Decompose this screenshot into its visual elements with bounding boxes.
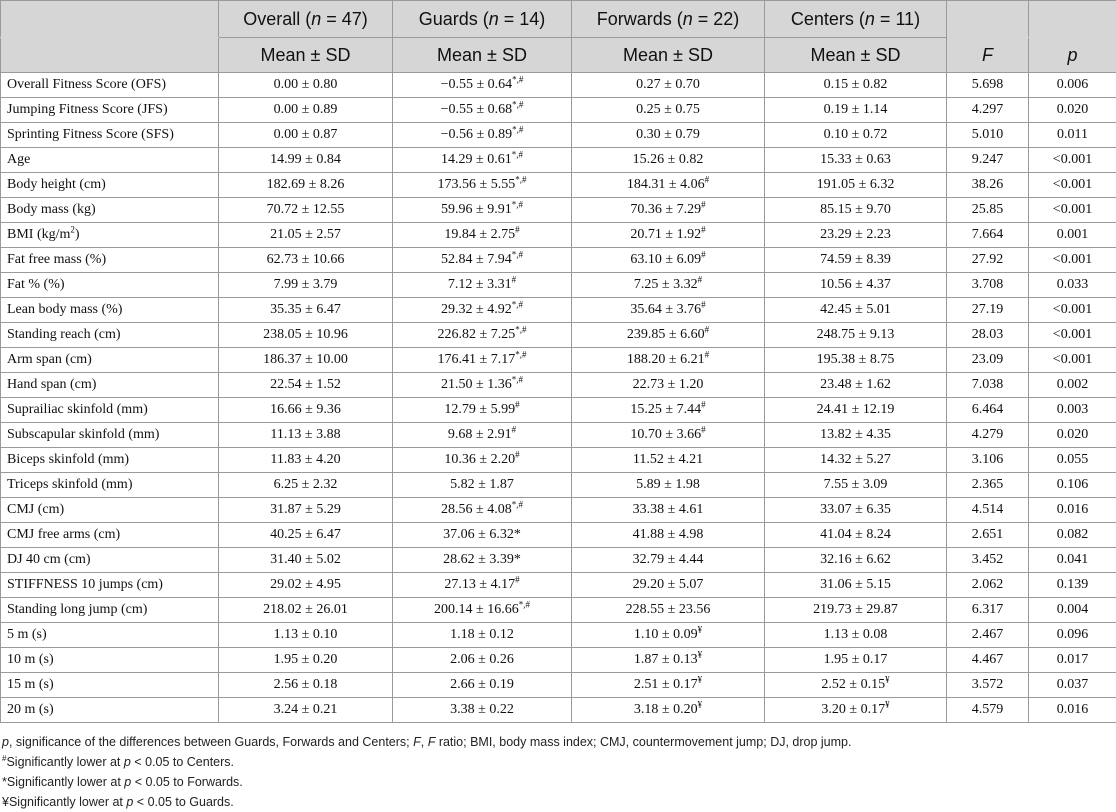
cell-guards: 3.38 ± 0.22 — [393, 698, 572, 723]
table-row — [1, 73, 1116, 98]
cell-f: 5.010 — [947, 123, 1029, 148]
cell-guards: 52.84 ± 7.94*,# — [393, 248, 572, 273]
cell-p: <0.001 — [1029, 148, 1116, 173]
table-row — [1, 548, 1116, 573]
cell-guards: 19.84 ± 2.75# — [393, 223, 572, 248]
cell-forwards: 188.20 ± 6.21# — [572, 348, 765, 373]
row-label: Jumping Fitness Score (JFS) — [1, 98, 219, 123]
footnote-abbreviations: p, significance of the differences between Guards, Forwards and Centers; F, F ratio; BMI, body mass index; CMJ, countermovement jump; DJ, drop jump. — [2, 732, 1112, 752]
cell-centers: 0.19 ± 1.14 — [765, 98, 947, 123]
cell-p: 0.096 — [1029, 623, 1116, 648]
cell-guards: −0.55 ± 0.64*,# — [393, 73, 572, 98]
cell-centers: 42.45 ± 5.01 — [765, 298, 947, 323]
cell-forwards: 29.20 ± 5.07 — [572, 573, 765, 598]
cell-forwards: 239.85 ± 6.60# — [572, 323, 765, 348]
cell-forwards: 184.31 ± 4.06# — [572, 173, 765, 198]
cell-guards: 226.82 ± 7.25*,# — [393, 323, 572, 348]
cell-overall: 1.95 ± 0.20 — [219, 648, 393, 673]
cell-centers: 41.04 ± 8.24 — [765, 523, 947, 548]
cell-p: 0.001 — [1029, 223, 1116, 248]
cell-p: 0.011 — [1029, 123, 1116, 148]
cell-f: 2.365 — [947, 473, 1029, 498]
cell-f: 4.514 — [947, 498, 1029, 523]
row-label: Body mass (kg) — [1, 198, 219, 223]
header-blank-f — [947, 1, 1029, 38]
cell-f: 28.03 — [947, 323, 1029, 348]
cell-p: <0.001 — [1029, 173, 1116, 198]
table-row — [1, 623, 1116, 648]
header-p-value: p — [1029, 38, 1116, 73]
cell-forwards: 1.87 ± 0.13¥ — [572, 648, 765, 673]
row-label: Fat % (%) — [1, 273, 219, 298]
table-row — [1, 223, 1116, 248]
row-label: DJ 40 cm (cm) — [1, 548, 219, 573]
cell-centers: 191.05 ± 6.32 — [765, 173, 947, 198]
cell-guards: −0.55 ± 0.68*,# — [393, 98, 572, 123]
cell-centers: 15.33 ± 0.63 — [765, 148, 947, 173]
cell-p: 0.006 — [1029, 73, 1116, 98]
cell-guards: 2.06 ± 0.26 — [393, 648, 572, 673]
cell-guards: 37.06 ± 6.32* — [393, 523, 572, 548]
table-row — [1, 398, 1116, 423]
cell-forwards: 0.30 ± 0.79 — [572, 123, 765, 148]
cell-guards: 10.36 ± 2.20# — [393, 448, 572, 473]
cell-overall: 40.25 ± 6.47 — [219, 523, 393, 548]
cell-overall: 0.00 ± 0.80 — [219, 73, 393, 98]
row-label: 15 m (s) — [1, 673, 219, 698]
header-blank-p — [1029, 1, 1116, 38]
table-row — [1, 323, 1116, 348]
cell-f: 7.038 — [947, 373, 1029, 398]
cell-centers: 1.95 ± 0.17 — [765, 648, 947, 673]
cell-guards: 173.56 ± 5.55*,# — [393, 173, 572, 198]
cell-overall: 11.83 ± 4.20 — [219, 448, 393, 473]
row-label: Suprailiac skinfold (mm) — [1, 398, 219, 423]
cell-forwards: 35.64 ± 3.76# — [572, 298, 765, 323]
cell-guards: 28.62 ± 3.39* — [393, 548, 572, 573]
cell-overall: 6.25 ± 2.32 — [219, 473, 393, 498]
cell-overall: 1.13 ± 0.10 — [219, 623, 393, 648]
footnote-hash: #Significantly lower at p < 0.05 to Centers. — [2, 752, 1112, 772]
cell-overall: 2.56 ± 0.18 — [219, 673, 393, 698]
cell-f: 4.297 — [947, 98, 1029, 123]
cell-guards: 200.14 ± 16.66*,# — [393, 598, 572, 623]
row-label: Standing long jump (cm) — [1, 598, 219, 623]
cell-overall: 31.40 ± 5.02 — [219, 548, 393, 573]
cell-p: 0.020 — [1029, 423, 1116, 448]
cell-centers: 3.20 ± 0.17¥ — [765, 698, 947, 723]
table-row — [1, 173, 1116, 198]
row-label: CMJ free arms (cm) — [1, 523, 219, 548]
row-label: Overall Fitness Score (OFS) — [1, 73, 219, 98]
cell-guards: 59.96 ± 9.91*,# — [393, 198, 572, 223]
cell-overall: 31.87 ± 5.29 — [219, 498, 393, 523]
cell-overall: 3.24 ± 0.21 — [219, 698, 393, 723]
table-row — [1, 373, 1116, 398]
cell-overall: 62.73 ± 10.66 — [219, 248, 393, 273]
footnote-star: *Significantly lower at p < 0.05 to Forwards. — [2, 772, 1112, 792]
cell-p: 0.017 — [1029, 648, 1116, 673]
cell-overall: 11.13 ± 3.88 — [219, 423, 393, 448]
cell-centers: 32.16 ± 6.62 — [765, 548, 947, 573]
cell-forwards: 70.36 ± 7.29# — [572, 198, 765, 223]
cell-centers: 2.52 ± 0.15¥ — [765, 673, 947, 698]
cell-centers: 10.56 ± 4.37 — [765, 273, 947, 298]
table-row — [1, 673, 1116, 698]
cell-f: 3.572 — [947, 673, 1029, 698]
cell-f: 23.09 — [947, 348, 1029, 373]
cell-overall: 7.99 ± 3.79 — [219, 273, 393, 298]
cell-p: 0.016 — [1029, 498, 1116, 523]
cell-guards: 14.29 ± 0.61*,# — [393, 148, 572, 173]
header-f-ratio: F — [947, 38, 1029, 73]
table-row — [1, 523, 1116, 548]
cell-f: 25.85 — [947, 198, 1029, 223]
row-label: Body height (cm) — [1, 173, 219, 198]
cell-forwards: 3.18 ± 0.20¥ — [572, 698, 765, 723]
cell-overall: 22.54 ± 1.52 — [219, 373, 393, 398]
table-row — [1, 198, 1116, 223]
table-row — [1, 98, 1116, 123]
cell-centers: 0.15 ± 0.82 — [765, 73, 947, 98]
cell-forwards: 41.88 ± 4.98 — [572, 523, 765, 548]
cell-guards: −0.56 ± 0.89*,# — [393, 123, 572, 148]
header-mean-sd: Mean ± SD — [219, 38, 393, 73]
cell-forwards: 32.79 ± 4.44 — [572, 548, 765, 573]
header-group-centers: Centers (n = 11) — [765, 1, 947, 38]
cell-guards: 12.79 ± 5.99# — [393, 398, 572, 423]
cell-centers: 33.07 ± 6.35 — [765, 498, 947, 523]
cell-forwards: 228.55 ± 23.56 — [572, 598, 765, 623]
header-group-forwards: Forwards (n = 22) — [572, 1, 765, 38]
cell-centers: 7.55 ± 3.09 — [765, 473, 947, 498]
cell-p: 0.004 — [1029, 598, 1116, 623]
cell-p: 0.041 — [1029, 548, 1116, 573]
cell-p: 0.037 — [1029, 673, 1116, 698]
cell-f: 4.467 — [947, 648, 1029, 673]
cell-f: 2.467 — [947, 623, 1029, 648]
table-row — [1, 348, 1116, 373]
table-row — [1, 498, 1116, 523]
table-row — [1, 473, 1116, 498]
cell-guards: 27.13 ± 4.17# — [393, 573, 572, 598]
header-blank-cell-2 — [1, 38, 219, 73]
cell-overall: 0.00 ± 0.87 — [219, 123, 393, 148]
table-row — [1, 123, 1116, 148]
row-label: 20 m (s) — [1, 698, 219, 723]
cell-forwards: 33.38 ± 4.61 — [572, 498, 765, 523]
cell-p: <0.001 — [1029, 323, 1116, 348]
table-row — [1, 648, 1116, 673]
row-label: Standing reach (cm) — [1, 323, 219, 348]
cell-overall: 29.02 ± 4.95 — [219, 573, 393, 598]
cell-centers: 23.48 ± 1.62 — [765, 373, 947, 398]
cell-forwards: 0.27 ± 0.70 — [572, 73, 765, 98]
cell-f: 3.452 — [947, 548, 1029, 573]
cell-f: 6.317 — [947, 598, 1029, 623]
cell-overall: 186.37 ± 10.00 — [219, 348, 393, 373]
cell-overall: 16.66 ± 9.36 — [219, 398, 393, 423]
cell-guards: 29.32 ± 4.92*,# — [393, 298, 572, 323]
table-row — [1, 298, 1116, 323]
cell-guards: 5.82 ± 1.87 — [393, 473, 572, 498]
row-label: Hand span (cm) — [1, 373, 219, 398]
header-row-stats — [1, 38, 1116, 73]
table-footnotes — [2, 732, 1112, 812]
row-label: Arm span (cm) — [1, 348, 219, 373]
row-label: Triceps skinfold (mm) — [1, 473, 219, 498]
cell-guards: 21.50 ± 1.36*,# — [393, 373, 572, 398]
table-row — [1, 248, 1116, 273]
header-mean-sd: Mean ± SD — [572, 38, 765, 73]
cell-p: 0.002 — [1029, 373, 1116, 398]
cell-overall: 35.35 ± 6.47 — [219, 298, 393, 323]
cell-f: 9.247 — [947, 148, 1029, 173]
cell-centers: 24.41 ± 12.19 — [765, 398, 947, 423]
table-row — [1, 273, 1116, 298]
cell-p: 0.082 — [1029, 523, 1116, 548]
table-body — [1, 73, 1116, 723]
cell-forwards: 63.10 ± 6.09# — [572, 248, 765, 273]
table-row — [1, 698, 1116, 723]
cell-centers: 74.59 ± 8.39 — [765, 248, 947, 273]
cell-f: 4.279 — [947, 423, 1029, 448]
table-row — [1, 598, 1116, 623]
cell-guards: 1.18 ± 0.12 — [393, 623, 572, 648]
cell-f: 27.19 — [947, 298, 1029, 323]
cell-guards: 7.12 ± 3.31# — [393, 273, 572, 298]
header-mean-sd: Mean ± SD — [393, 38, 572, 73]
cell-f: 38.26 — [947, 173, 1029, 198]
footnote-yen: ¥Significantly lower at p < 0.05 to Guards. — [2, 792, 1112, 812]
cell-forwards: 7.25 ± 3.32# — [572, 273, 765, 298]
cell-p: <0.001 — [1029, 198, 1116, 223]
table-row — [1, 448, 1116, 473]
cell-forwards: 5.89 ± 1.98 — [572, 473, 765, 498]
cell-f: 3.708 — [947, 273, 1029, 298]
cell-f: 3.106 — [947, 448, 1029, 473]
cell-forwards: 22.73 ± 1.20 — [572, 373, 765, 398]
cell-p: <0.001 — [1029, 298, 1116, 323]
cell-overall: 21.05 ± 2.57 — [219, 223, 393, 248]
cell-p: 0.016 — [1029, 698, 1116, 723]
cell-forwards: 2.51 ± 0.17¥ — [572, 673, 765, 698]
cell-centers: 31.06 ± 5.15 — [765, 573, 947, 598]
row-label: Age — [1, 148, 219, 173]
cell-guards: 9.68 ± 2.91# — [393, 423, 572, 448]
cell-forwards: 1.10 ± 0.09¥ — [572, 623, 765, 648]
cell-centers: 0.10 ± 0.72 — [765, 123, 947, 148]
cell-overall: 70.72 ± 12.55 — [219, 198, 393, 223]
cell-overall: 182.69 ± 8.26 — [219, 173, 393, 198]
cell-centers: 23.29 ± 2.23 — [765, 223, 947, 248]
cell-centers: 14.32 ± 5.27 — [765, 448, 947, 473]
table-row — [1, 148, 1116, 173]
cell-forwards: 20.71 ± 1.92# — [572, 223, 765, 248]
cell-guards: 2.66 ± 0.19 — [393, 673, 572, 698]
cell-f: 2.651 — [947, 523, 1029, 548]
cell-centers: 219.73 ± 29.87 — [765, 598, 947, 623]
row-label: Sprinting Fitness Score (SFS) — [1, 123, 219, 148]
header-blank-cell — [1, 1, 219, 38]
cell-p: <0.001 — [1029, 348, 1116, 373]
cell-f: 27.92 — [947, 248, 1029, 273]
cell-f: 2.062 — [947, 573, 1029, 598]
cell-forwards: 11.52 ± 4.21 — [572, 448, 765, 473]
cell-overall: 14.99 ± 0.84 — [219, 148, 393, 173]
row-label: Biceps skinfold (mm) — [1, 448, 219, 473]
cell-centers: 248.75 ± 9.13 — [765, 323, 947, 348]
cell-f: 6.464 — [947, 398, 1029, 423]
row-label: STIFFNESS 10 jumps (cm) — [1, 573, 219, 598]
row-label: BMI $(kg/m^2)$ — [1, 223, 219, 248]
cell-p: <0.001 — [1029, 248, 1116, 273]
cell-overall: 0.00 ± 0.89 — [219, 98, 393, 123]
header-row-groups — [1, 1, 1116, 38]
cell-forwards: 15.25 ± 7.44# — [572, 398, 765, 423]
cell-guards: 28.56 ± 4.08*,# — [393, 498, 572, 523]
row-label: Fat free mass (%) — [1, 248, 219, 273]
cell-p: 0.033 — [1029, 273, 1116, 298]
header-mean-sd: Mean ± SD — [765, 38, 947, 73]
cell-forwards: 15.26 ± 0.82 — [572, 148, 765, 173]
cell-p: 0.106 — [1029, 473, 1116, 498]
cell-p: 0.020 — [1029, 98, 1116, 123]
cell-centers: 195.38 ± 8.75 — [765, 348, 947, 373]
cell-overall: 238.05 ± 10.96 — [219, 323, 393, 348]
table-row — [1, 423, 1116, 448]
cell-forwards: 0.25 ± 0.75 — [572, 98, 765, 123]
cell-f: 4.579 — [947, 698, 1029, 723]
cell-centers: 85.15 ± 9.70 — [765, 198, 947, 223]
row-label: CMJ (cm) — [1, 498, 219, 523]
cell-p: 0.139 — [1029, 573, 1116, 598]
cell-p: 0.003 — [1029, 398, 1116, 423]
cell-p: 0.055 — [1029, 448, 1116, 473]
cell-forwards: 10.70 ± 3.66# — [572, 423, 765, 448]
cell-guards: 176.41 ± 7.17*,# — [393, 348, 572, 373]
cell-overall: 218.02 ± 26.01 — [219, 598, 393, 623]
cell-centers: 1.13 ± 0.08 — [765, 623, 947, 648]
cell-f: 7.664 — [947, 223, 1029, 248]
row-label: 10 m (s) — [1, 648, 219, 673]
row-label: 5 m (s) — [1, 623, 219, 648]
table-row — [1, 573, 1116, 598]
row-label: Lean body mass (%) — [1, 298, 219, 323]
cell-centers: 13.82 ± 4.35 — [765, 423, 947, 448]
header-group-guards: Guards (n = 14) — [393, 1, 572, 38]
row-label: Subscapular skinfold (mm) — [1, 423, 219, 448]
header-group-overall: Overall (n = 47) — [219, 1, 393, 38]
cell-f: 5.698 — [947, 73, 1029, 98]
